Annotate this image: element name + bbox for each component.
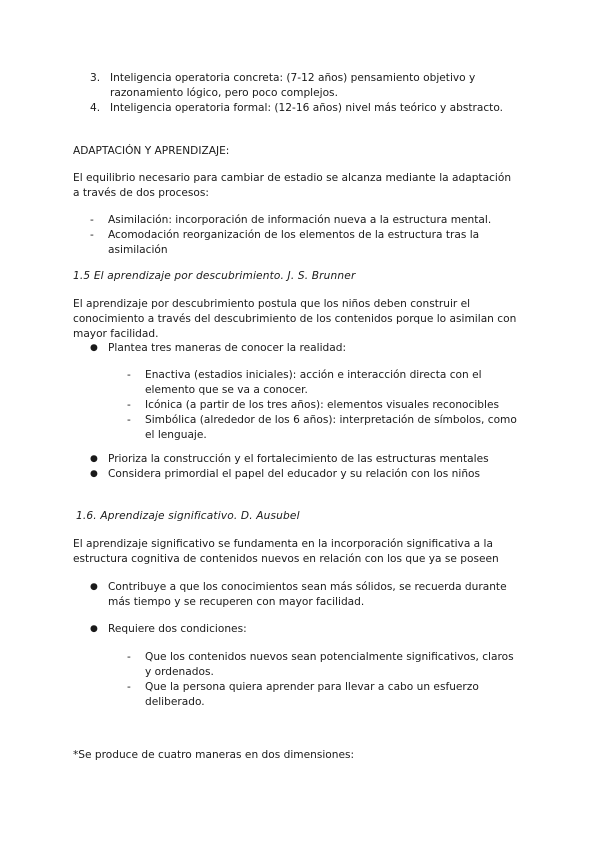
bullet-marker: ● bbox=[90, 624, 98, 634]
bruner-intro: El aprendizaje por descubrimiento postula que los niños deben construir el conocimiento a través del descubrimiento de los contenidos porque lo asimilan con mayor facilidad. bbox=[73, 298, 517, 340]
list-item-text: Acomodación reorganización de los elementos de la estructura tras la asimilación bbox=[108, 229, 480, 256]
list-item-text: Plantea tres maneras de conocer la realidad: bbox=[108, 342, 347, 354]
dash-marker: - bbox=[90, 214, 94, 226]
list-item-text: Que la persona quiera aprender para llevar a cabo un esfuerzo deliberado. bbox=[145, 681, 479, 708]
dash-marker: - bbox=[127, 414, 131, 426]
stages-list bbox=[90, 71, 510, 116]
list-item bbox=[90, 101, 510, 116]
list-item-text: Enactiva (estadios iniciales): acción e interacción directa con el elemento que se va a conocer. bbox=[145, 369, 482, 396]
bullet-marker: ● bbox=[90, 582, 98, 592]
adaptation-intro: El equilibrio necesario para cambiar de estadio se alcanza mediante la adaptación a través de dos procesos: bbox=[73, 172, 512, 199]
list-item bbox=[127, 398, 522, 413]
list-item bbox=[90, 580, 530, 610]
conditions-list bbox=[127, 650, 522, 710]
list-item bbox=[127, 650, 522, 680]
ausubel-bullet-2 bbox=[90, 622, 530, 637]
list-item-text: Requiere dos condiciones: bbox=[108, 623, 247, 635]
dash-marker: - bbox=[90, 229, 94, 241]
knowing-ways-list bbox=[127, 368, 522, 443]
list-item bbox=[127, 368, 522, 398]
bruner-bullets bbox=[90, 452, 530, 482]
list-item-text: Simbólica (alrededor de los 6 años): interpretación de símbolos, como el lenguaje. bbox=[145, 414, 517, 441]
list-item-text: Inteligencia operatoria formal: (12-16 años) nivel más teórico y abstracto. bbox=[110, 102, 503, 114]
list-item bbox=[127, 680, 522, 710]
list-item-text: Prioriza la construcción y el fortalecimiento de las estructuras mentales bbox=[108, 453, 489, 465]
dash-marker: - bbox=[127, 369, 131, 381]
bullet-marker: ● bbox=[90, 454, 98, 464]
dash-marker: - bbox=[127, 681, 131, 693]
list-item-text: Asimilación: incorporación de información nueva a la estructura mental. bbox=[108, 214, 492, 226]
list-number: 3. bbox=[90, 72, 101, 84]
list-item-text: Contribuye a que los conocimientos sean más sólidos, se recuerda durante más tiempo y se recuperen con mayor facilidad. bbox=[108, 581, 507, 608]
adaptation-heading: ADAPTACIÓN Y APRENDIZAJE: bbox=[73, 145, 230, 157]
list-item bbox=[127, 413, 522, 443]
bruner-heading: 1.5 El aprendizaje por descubrimiento. J. S. Brunner bbox=[73, 270, 356, 282]
ausubel-bullet-1 bbox=[90, 580, 530, 610]
list-number: 4. bbox=[90, 102, 101, 114]
dash-marker: - bbox=[127, 651, 131, 663]
list-item bbox=[90, 228, 540, 258]
list-item-text: Que los contenidos nuevos sean potencialmente significativos, claros y ordenados. bbox=[145, 651, 514, 678]
ausubel-heading: 1.6. Aprendizaje significativo. D. Ausubel bbox=[76, 510, 300, 522]
bullet-marker: ● bbox=[90, 469, 98, 479]
list-item-text: Considera primordial el papel del educador y su relación con los niños bbox=[108, 468, 481, 480]
list-item bbox=[90, 467, 530, 482]
ausubel-intro: El aprendizaje significativo se fundamenta en la incorporación significativa a la estructura cognitiva de contenidos nuevos en relación con los que ya se poseen bbox=[73, 538, 499, 565]
list-item-text: Inteligencia operatoria concreta: (7-12 años) pensamiento objetivo y razonamiento lógico, pero poco complejos. bbox=[110, 72, 476, 99]
list-item bbox=[90, 213, 540, 228]
dash-marker: - bbox=[127, 399, 131, 411]
adaptation-list bbox=[90, 213, 540, 258]
bruner-main-bullet bbox=[90, 341, 530, 356]
list-item bbox=[90, 341, 530, 356]
footer-note: *Se produce de cuatro maneras en dos dimensiones: bbox=[73, 749, 355, 761]
list-item bbox=[90, 622, 530, 637]
list-item bbox=[90, 71, 510, 101]
list-item-text: Icónica (a partir de los tres años): elementos visuales reconocibles bbox=[145, 399, 499, 411]
bullet-marker: ● bbox=[90, 343, 98, 353]
list-item bbox=[90, 452, 530, 467]
